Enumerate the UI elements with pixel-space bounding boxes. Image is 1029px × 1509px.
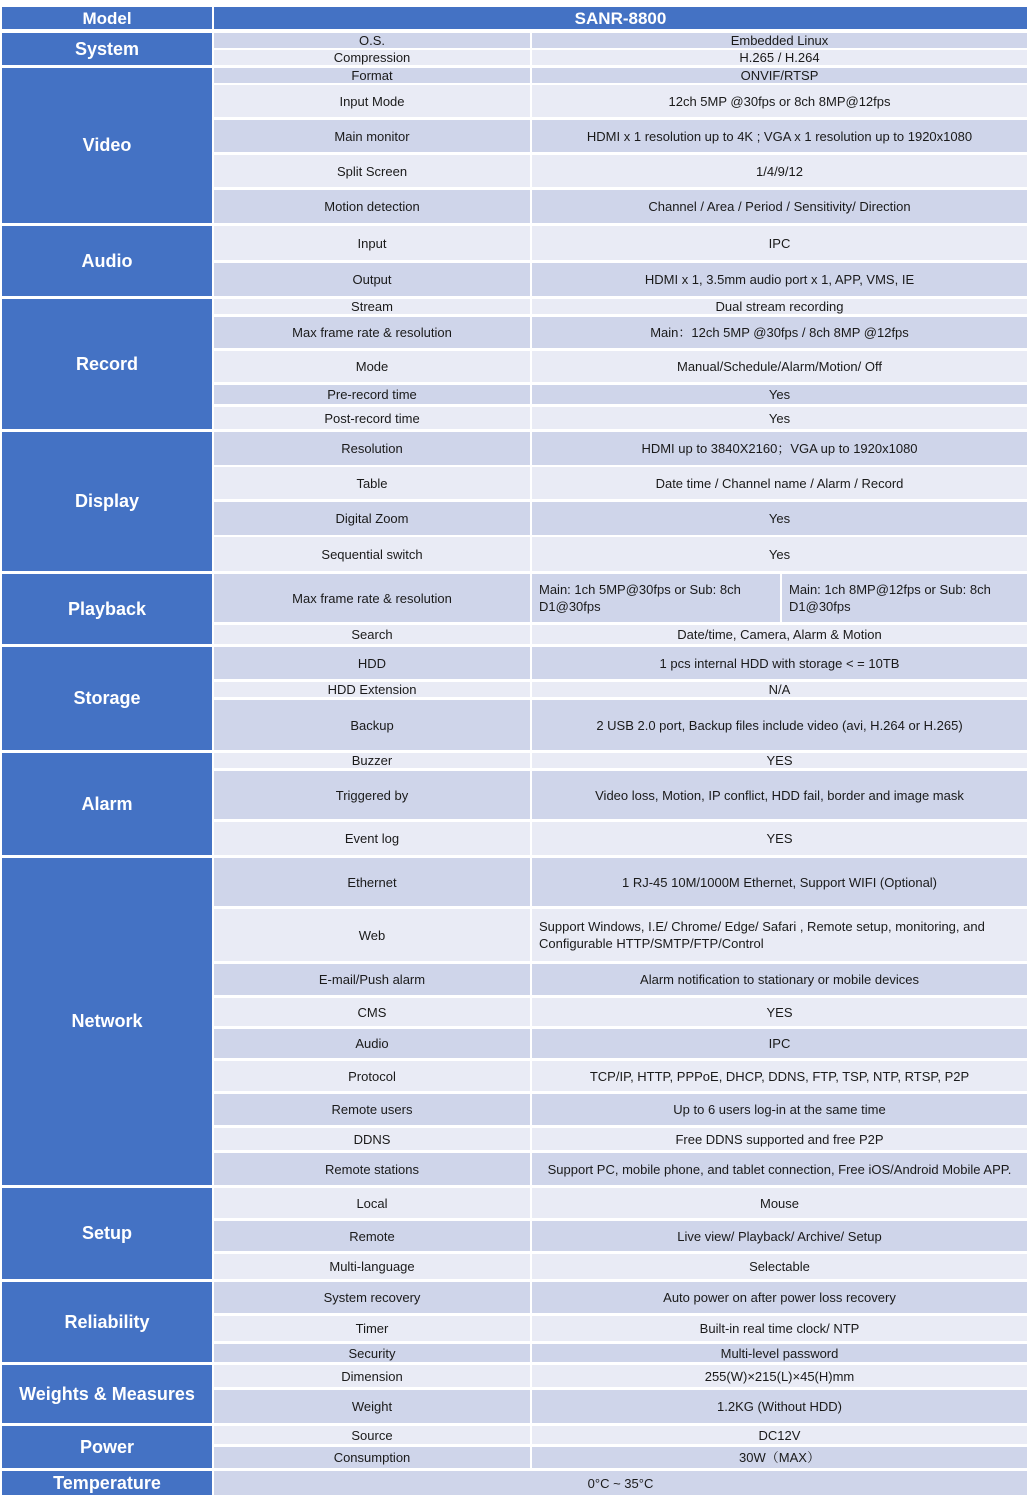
spec-label-14: Resolution — [214, 432, 530, 465]
spec-value-34: Support PC, mobile phone, and tablet connection, Free iOS/Android Mobile APP. — [532, 1153, 1027, 1185]
section-reliability: Reliability — [2, 1282, 212, 1362]
spec-value-39: Built-in real time clock/ NTP — [532, 1316, 1027, 1341]
section-power: Power — [2, 1426, 212, 1468]
spec-label-30: Audio — [214, 1029, 530, 1058]
spec-value-24: Video loss, Motion, IP conflict, HDD fail, border and image mask — [532, 771, 1027, 819]
spec-label-37: Multi-language — [214, 1254, 530, 1279]
spec-label-8: Output — [214, 263, 530, 296]
spec-label-19: Search — [214, 625, 530, 644]
spec-value-35: Mouse — [532, 1188, 1027, 1218]
spec-value-3: 12ch 5MP @30fps or 8ch 8MP@12fps — [532, 85, 1027, 117]
spec-value-26: 1 RJ-45 10M/1000M Ethernet, Support WIFI (Optional) — [532, 858, 1027, 906]
spec-value-4: HDMI x 1 resolution up to 4K ; VGA x 1 resolution up to 1920x1080 — [532, 120, 1027, 152]
spec-value-33: Free DDNS supported and free P2P — [532, 1128, 1027, 1150]
spec-label-6: Motion detection — [214, 190, 530, 223]
temperature-value: 0°C ~ 35°C — [214, 1471, 1027, 1495]
spec-value-28: Alarm notification to stationary or mobile devices — [532, 964, 1027, 995]
section-weights: Weights & Measures — [2, 1365, 212, 1423]
spec-label-25: Event log — [214, 822, 530, 855]
spec-label-32: Remote users — [214, 1094, 530, 1125]
spec-value-18-main8mp: Main: 1ch 8MP@12fps or Sub: 8ch D1@30fps — [782, 574, 1027, 622]
model-label-cell: Model — [2, 7, 212, 29]
spec-label-23: Buzzer — [214, 753, 530, 768]
spec-value-25: YES — [532, 822, 1027, 855]
spec-value-23: YES — [532, 753, 1027, 768]
spec-value-1: H.265 / H.264 — [532, 50, 1027, 65]
spec-label-31: Protocol — [214, 1061, 530, 1091]
spec-value-43: DC12V — [532, 1426, 1027, 1444]
spec-value-14: HDMI up to 3840X2160；VGA up to 1920x1080 — [532, 432, 1027, 465]
spec-label-9: Stream — [214, 299, 530, 314]
spec-value-22: 2 USB 2.0 port, Backup files include video (avi, H.264 or H.265) — [532, 700, 1027, 750]
section-alarm: Alarm — [2, 753, 212, 855]
spec-label-27: Web — [214, 909, 530, 961]
spec-label-34: Remote stations — [214, 1153, 530, 1185]
section-system: System — [2, 33, 212, 65]
spec-label-39: Timer — [214, 1316, 530, 1341]
spec-label-17: Sequential switch — [214, 537, 530, 571]
spec-value-18-main5mp: Main: 1ch 5MP@30fps or Sub: 8ch D1@30fps — [532, 574, 780, 622]
spec-value-30: IPC — [532, 1029, 1027, 1058]
spec-label-38: System recovery — [214, 1282, 530, 1313]
spec-label-18: Max frame rate & resolution — [214, 574, 530, 622]
section-audio: Audio — [2, 226, 212, 296]
spec-label-3: Input Mode — [214, 85, 530, 117]
spec-label-16: Digital Zoom — [214, 502, 530, 535]
spec-label-20: HDD — [214, 647, 530, 679]
spec-value-7: IPC — [532, 226, 1027, 260]
spec-label-26: Ethernet — [214, 858, 530, 906]
section-temperature: Temperature — [2, 1471, 212, 1495]
spec-value-42: 1.2KG (Without HDD) — [532, 1390, 1027, 1423]
spec-value-8: HDMI x 1, 3.5mm audio port x 1, APP, VMS, IE — [532, 263, 1027, 296]
spec-label-41: Dimension — [214, 1365, 530, 1387]
spec-value-17: Yes — [532, 537, 1027, 571]
spec-value-21: N/A — [532, 682, 1027, 697]
spec-value-2: ONVIF/RTSP — [532, 68, 1027, 83]
spec-label-43: Source — [214, 1426, 530, 1444]
spec-value-31: TCP/IP, HTTP, PPPoE, DHCP, DDNS, FTP, TSP, NTP, RTSP, P2P — [532, 1061, 1027, 1091]
spec-label-42: Weight — [214, 1390, 530, 1423]
spec-label-11: Mode — [214, 351, 530, 382]
spec-label-13: Post-record time — [214, 407, 530, 429]
spec-label-40: Security — [214, 1344, 530, 1362]
spec-label-15: Table — [214, 467, 530, 499]
spec-value-29: YES — [532, 998, 1027, 1026]
spec-value-13: Yes — [532, 407, 1027, 429]
spec-label-35: Local — [214, 1188, 530, 1218]
spec-value-32: Up to 6 users log-in at the same time — [532, 1094, 1027, 1125]
spec-value-15: Date time / Channel name / Alarm / Record — [532, 467, 1027, 499]
spec-value-6: Channel / Area / Period / Sensitivity/ Direction — [532, 190, 1027, 223]
spec-value-20: 1 pcs internal HDD with storage < = 10TB — [532, 647, 1027, 679]
spec-label-33: DDNS — [214, 1128, 530, 1150]
spec-label-44: Consumption — [214, 1447, 530, 1468]
spec-label-5: Split Screen — [214, 155, 530, 187]
spec-label-1: Compression — [214, 50, 530, 65]
spec-value-37: Selectable — [532, 1254, 1027, 1279]
spec-value-0: Embedded Linux — [532, 33, 1027, 48]
spec-value-5: 1/4/9/12 — [532, 155, 1027, 187]
spec-label-28: E-mail/Push alarm — [214, 964, 530, 995]
spec-value-10: Main：12ch 5MP @30fps / 8ch 8MP @12fps — [532, 317, 1027, 348]
spec-value-38: Auto power on after power loss recovery — [532, 1282, 1027, 1313]
spec-label-10: Max frame rate & resolution — [214, 317, 530, 348]
section-record: Record — [2, 299, 212, 429]
spec-label-7: Input — [214, 226, 530, 260]
spec-label-4: Main monitor — [214, 120, 530, 152]
section-network: Network — [2, 858, 212, 1185]
spec-label-12: Pre-record time — [214, 385, 530, 404]
spec-label-24: Triggered by — [214, 771, 530, 819]
spec-value-12: Yes — [532, 385, 1027, 404]
section-setup: Setup — [2, 1188, 212, 1279]
spec-value-19: Date/time, Camera, Alarm & Motion — [532, 625, 1027, 644]
section-display: Display — [2, 432, 212, 571]
spec-label-36: Remote — [214, 1221, 530, 1251]
spec-value-27: Support Windows, I.E/ Chrome/ Edge/ Safari , Remote setup, monitoring, and Configurable HTTP/SMTP/FTP/Control — [532, 909, 1027, 961]
section-storage: Storage — [2, 647, 212, 750]
spec-label-0: O.S. — [214, 33, 530, 48]
spec-value-40: Multi-level password — [532, 1344, 1027, 1362]
spec-value-36: Live view/ Playback/ Archive/ Setup — [532, 1221, 1027, 1251]
spec-label-29: CMS — [214, 998, 530, 1026]
spec-value-16: Yes — [532, 502, 1027, 535]
section-playback: Playback — [2, 574, 212, 644]
model-value-cell: SANR-8800 — [214, 7, 1027, 29]
spec-value-9: Dual stream recording — [532, 299, 1027, 314]
spec-value-41: 255(W)×215(L)×45(H)mm — [532, 1365, 1027, 1387]
spec-label-21: HDD Extension — [214, 682, 530, 697]
spec-label-22: Backup — [214, 700, 530, 750]
spec-value-11: Manual/Schedule/Alarm/Motion/ Off — [532, 351, 1027, 382]
section-video: Video — [2, 68, 212, 223]
spec-value-44: 30W（MAX） — [532, 1447, 1027, 1468]
spec-label-2: Format — [214, 68, 530, 83]
